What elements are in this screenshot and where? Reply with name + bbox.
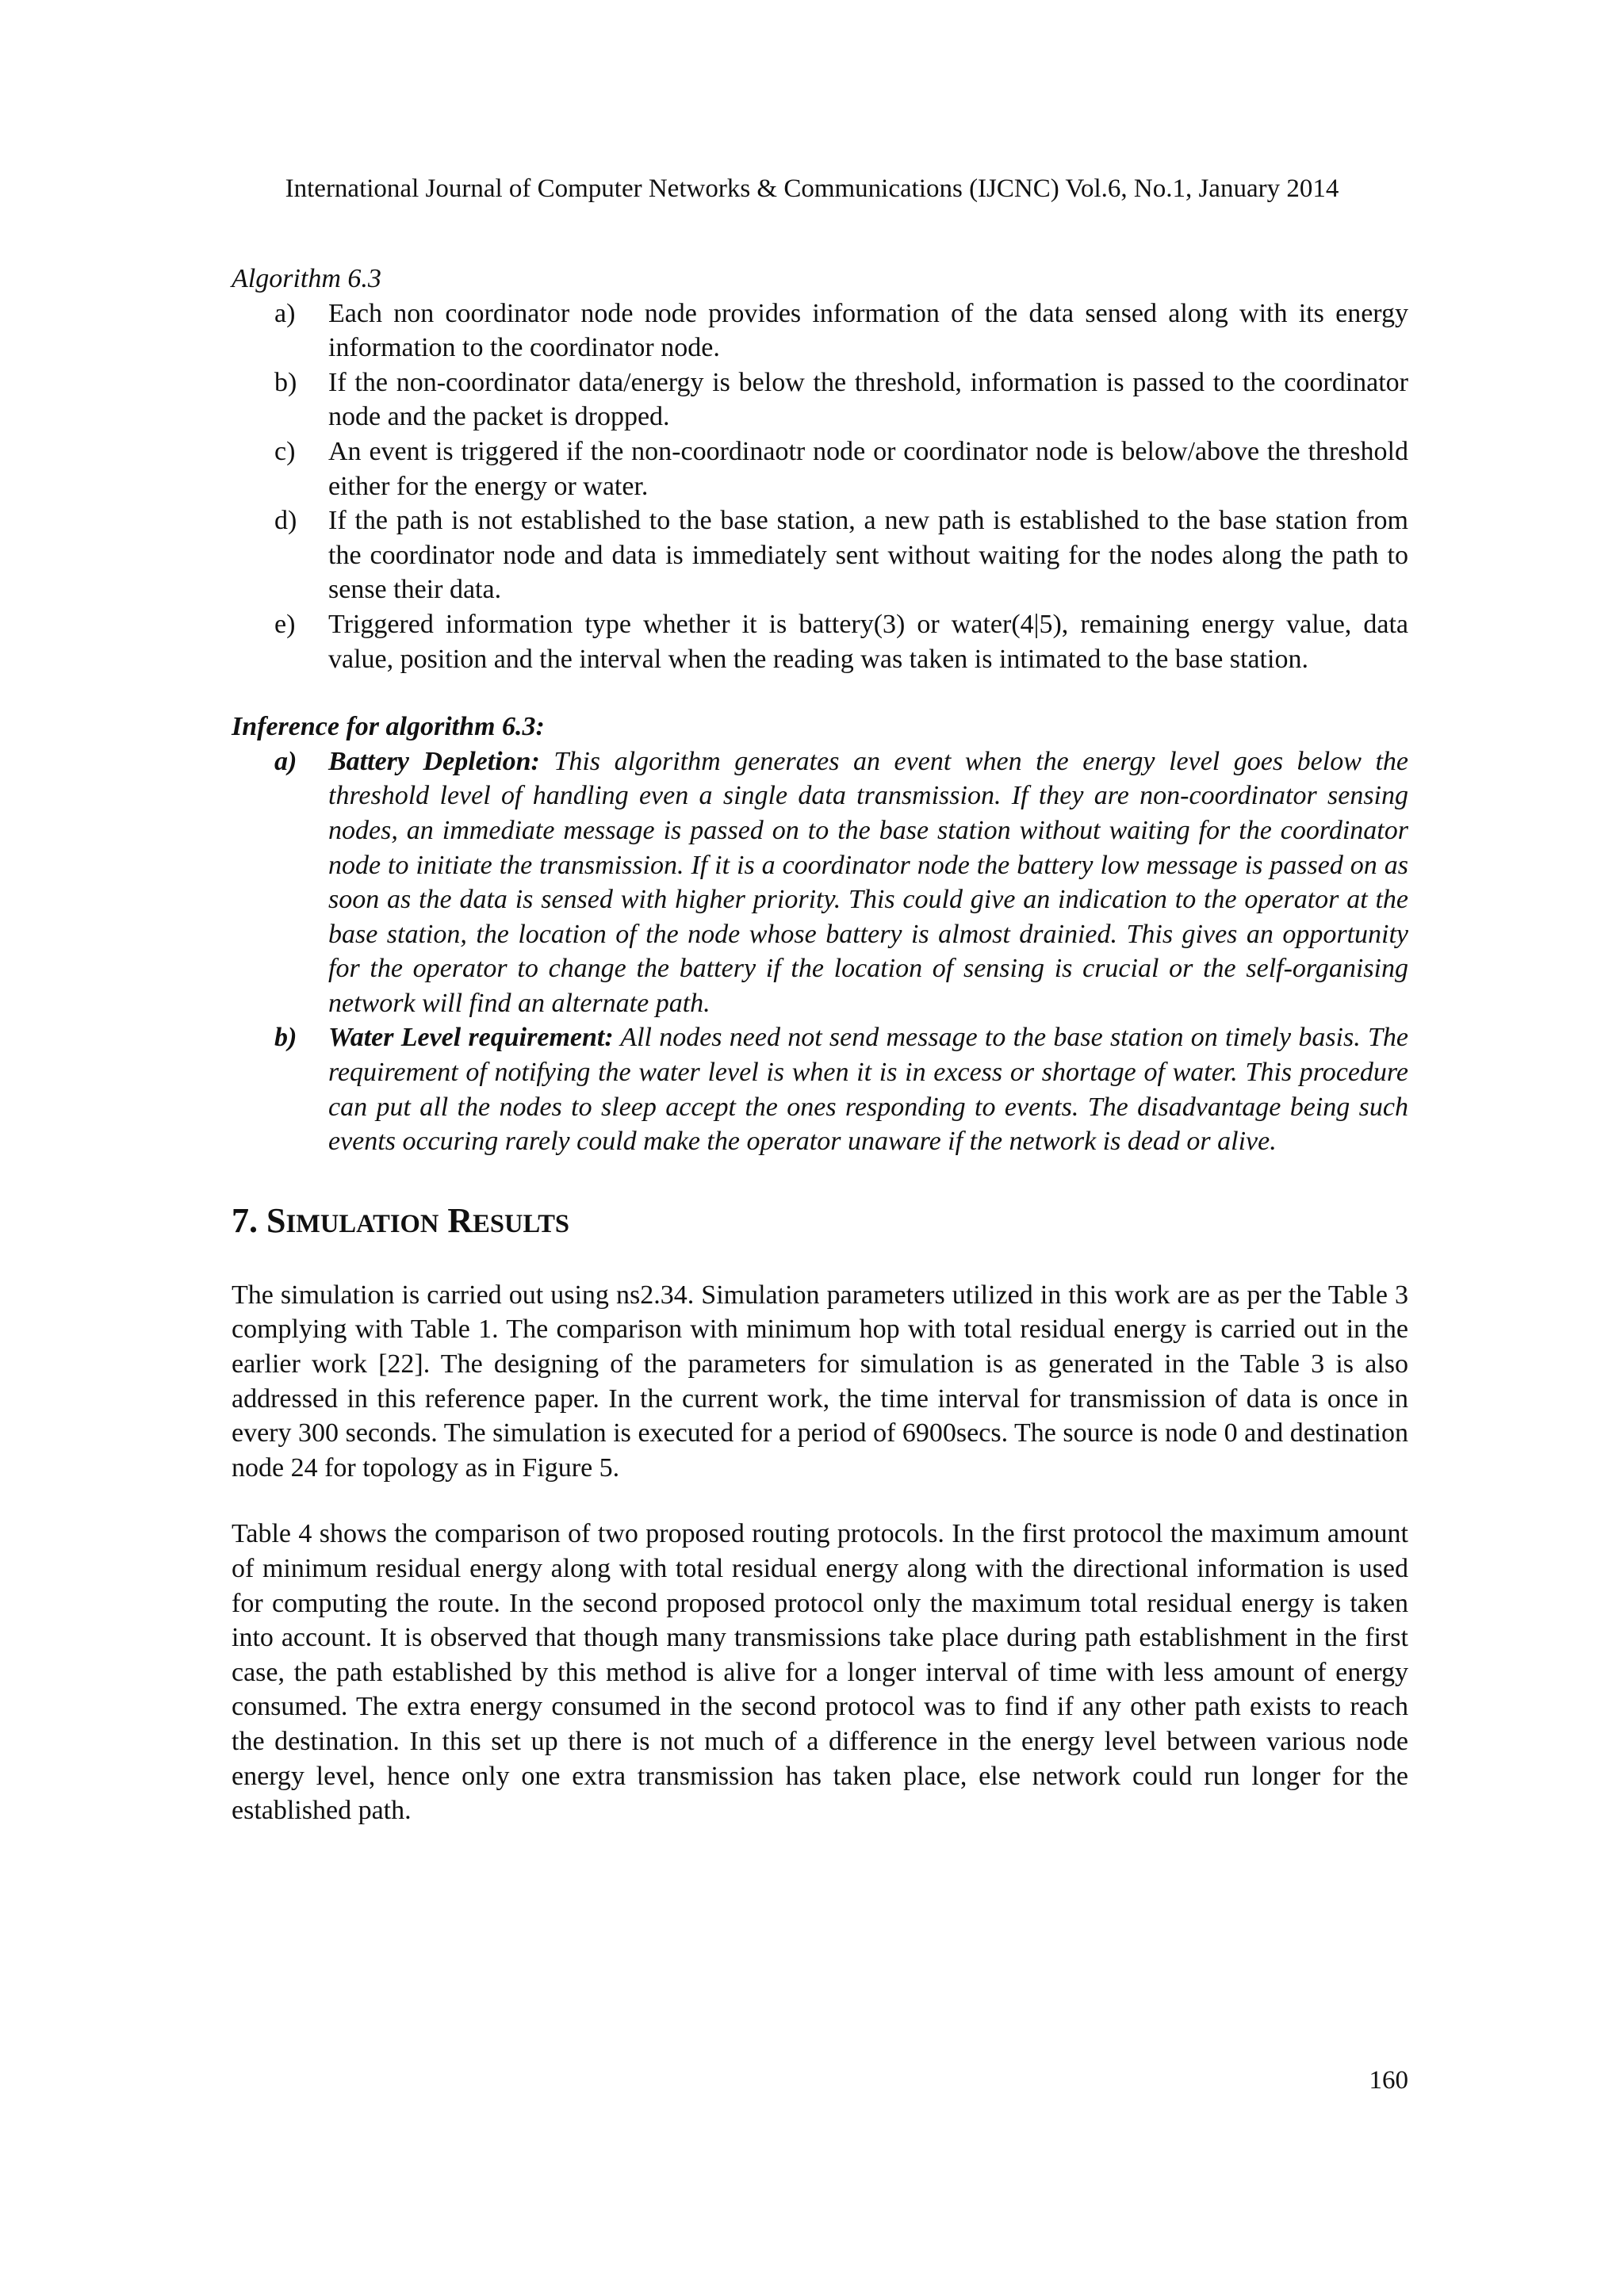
step-text: Triggered information type whether it is battery(3) or water(4|5), remaining energy value, data value, position and the interval when the reading was taken is intimated to the base station. xyxy=(328,609,1408,674)
algorithm-step xyxy=(232,503,1408,607)
section-heading xyxy=(232,1199,1408,1246)
body-paragraph: Table 4 shows the comparison of two proposed routing protocols. In the first protocol the maximum amount of minimum residual energy along with total residual energy along with the directional information is used for computing the route. In the second proposed protocol only the maximum total residual energy is taken into account. It is observed that though many transmissions take place during path establishment in the first case, the path established by this method is alive for a longer interval of time with less amount of energy consumed. The extra energy consumed in the second protocol was to find if any other path exists to reach the destination. In this set up there is not much of a difference in the energy level between various node energy level, hence only one extra transmission has taken place, else network could run longer for the established path. xyxy=(232,1519,1408,1826)
step-text: If the path is not established to the base station, a new path is established to the base station from the coordinator node and data is immediately sent without waiting for the nodes along the path to sense their data. xyxy=(328,506,1408,605)
step-marker: e) xyxy=(274,609,296,639)
algorithm-step xyxy=(232,297,1408,365)
section-word1-initial: S xyxy=(266,1200,286,1240)
inference-text: This algorithm generates an event when the energy level goes below the threshold level of handling even a single data transmission. If they are non-coordinator sensing nodes, an immediate message is passed on to the base station without waiting for the coordinator node to initiate the transmission. If it is a coordinator node the battery low message is passed on as soon as the data is sensed with higher priority. This could give an indication to the operator at the base station, the location of the node whose battery is almost drainied. This gives an opportunity for the operator to change the battery if the location of sensing is crucial or the self-organising network will find an alternate path. xyxy=(328,746,1408,1018)
algorithm-step xyxy=(232,607,1408,676)
inference-text: All nodes need not send message to the base station on timely basis. The requirement of notifying the water level is when it is in excess or shortage of water. This procedure can put all the nodes to sleep accept the ones responding to events. The disadvantage being such events occuring rarely could make the operator unaware if the network is dead or alive. xyxy=(328,1023,1408,1157)
inference-term: Water Level requirement: xyxy=(328,1023,614,1053)
inference-item xyxy=(232,1020,1408,1158)
algorithm-title: Algorithm 6.3 xyxy=(232,264,381,293)
step-marker: b) xyxy=(274,367,297,397)
step-text: If the non-coordinator data/energy is below the threshold, information is passed to the coordinator node and the packet is dropped. xyxy=(328,367,1408,432)
section-word1-rest: IMULATION xyxy=(285,1209,439,1238)
inference-marker: b) xyxy=(274,1023,297,1053)
step-text: An event is triggered if the non-coordinaotr node or coordinator node is below/above the threshold either for the energy or water. xyxy=(328,436,1408,501)
body-paragraph: The simulation is carried out using ns2.34. Simulation parameters utilized in this work are as per the Table 3 complying with Table 1. The comparison with minimum hop with total residual energy is carried out in the earlier work [22]. The designing of the parameters for simulation is as generated in the Table 3 is also addressed in this reference paper. In the current work, the time interval for transmission of data is once in every 300 seconds. The simulation is executed for a period of 6900secs. The source is node 0 and destination node 24 for topology as in Figure 5. xyxy=(232,1280,1408,1483)
inference-item xyxy=(232,744,1408,1021)
page-body xyxy=(232,262,1408,1828)
section-word2-rest: ESULTS xyxy=(473,1209,569,1238)
step-marker: d) xyxy=(274,506,297,536)
running-header: International Journal of Computer Networks & Communications (IJCNC) Vol.6, No.1, January 2014 xyxy=(285,174,1339,203)
inference-term: Battery Depletion: xyxy=(328,746,540,776)
section-number: 7. xyxy=(232,1200,266,1240)
algorithm-step xyxy=(232,434,1408,503)
section-word2-initial: R xyxy=(447,1200,473,1240)
algorithm-steps xyxy=(232,297,1408,677)
page-number: 160 xyxy=(1369,2066,1408,2095)
inference-title: Inference for algorithm 6.3: xyxy=(232,712,545,742)
algorithm-step xyxy=(232,365,1408,434)
step-marker: c) xyxy=(274,436,296,466)
inference-marker: a) xyxy=(274,746,297,776)
step-text: Each non coordinator node node provides information of the data sensed along with its energy information to the coordinator node. xyxy=(328,298,1408,363)
step-marker: a) xyxy=(274,298,296,328)
inference-list xyxy=(232,744,1408,1159)
